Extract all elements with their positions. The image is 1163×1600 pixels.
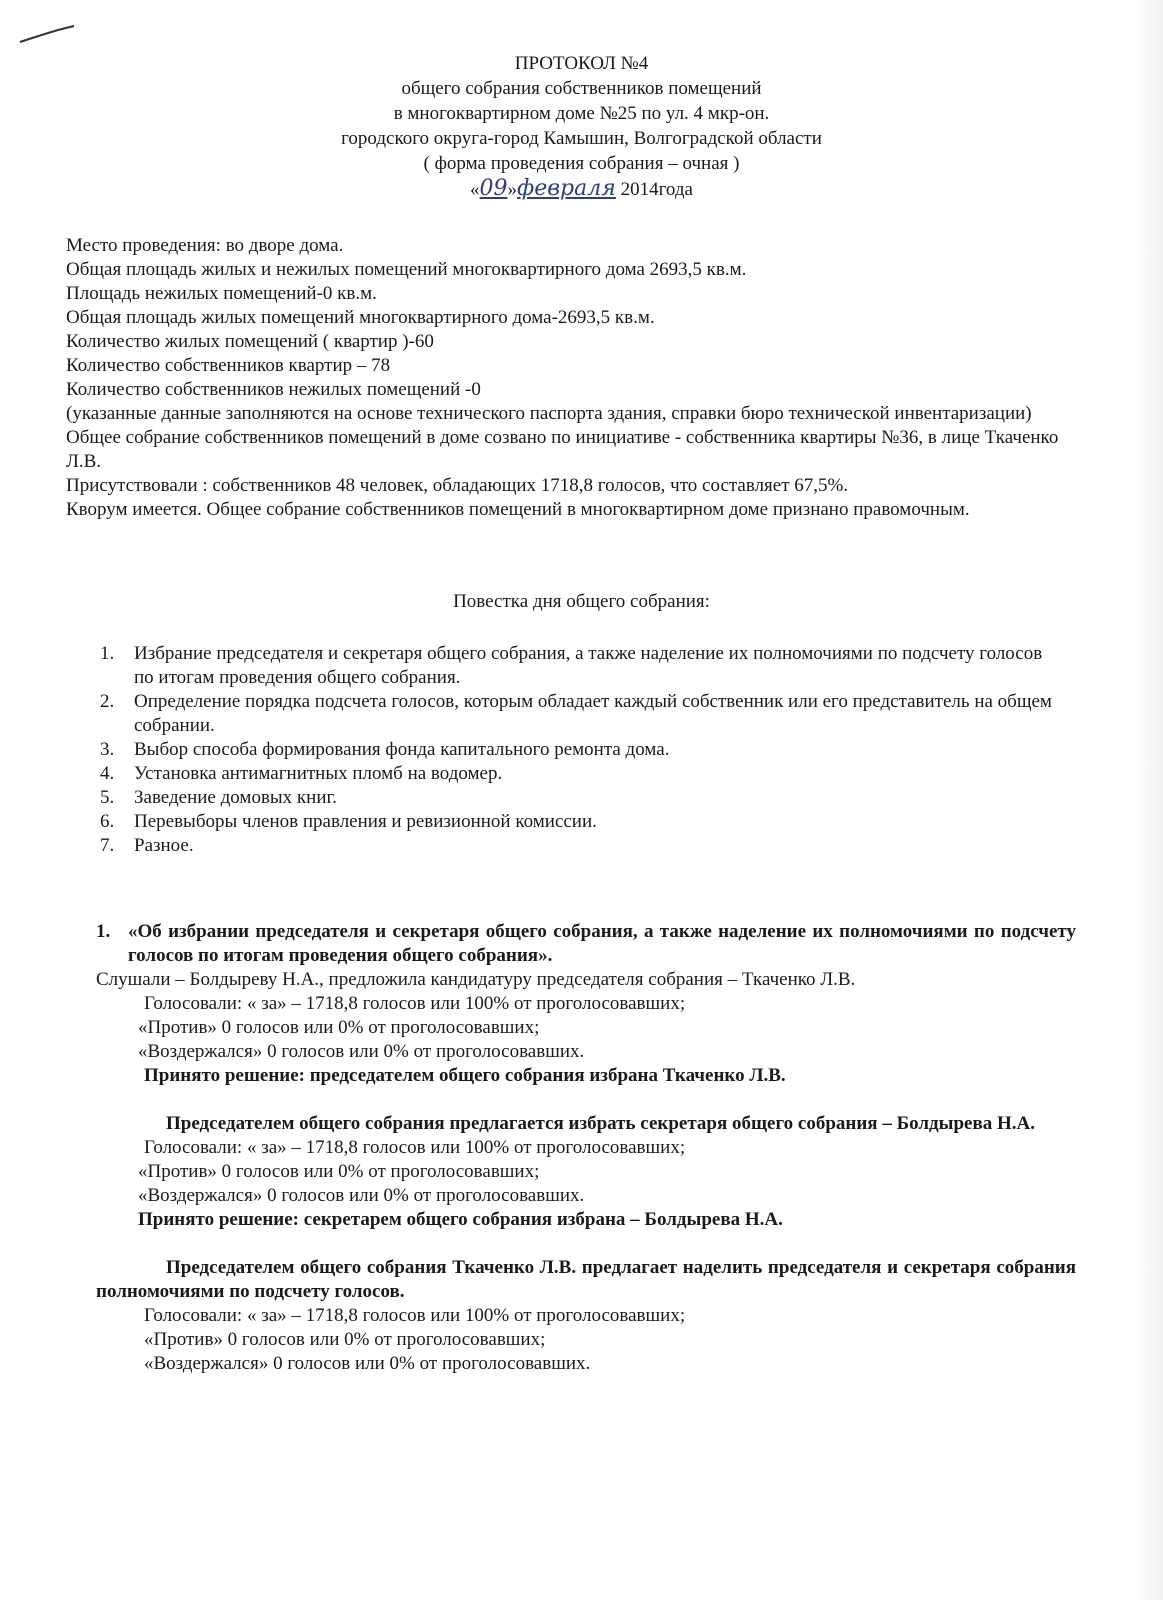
vote-for: Голосовали: « за» – 1718,8 голосов или 100% от проголосовавших; xyxy=(144,993,686,1014)
handwritten-day: 09 xyxy=(479,176,508,201)
agenda-item: 5. Заведение домовых книг. xyxy=(100,787,337,808)
info-line: Место проведения: во дворе дома. xyxy=(66,235,344,256)
proposal: Председателем общего собрания предлагается избрать секретаря общего собрания – Болдырева Н.А. xyxy=(166,1113,1035,1134)
date-year: 2014года xyxy=(620,179,693,200)
proposal: Председателем общего собрания Ткаченко Л.В. предлагает наделить председателя и секретаря собрания полномочиями по подсчету голосов. xyxy=(96,1257,1076,1302)
info-line: Общая площадь жилых помещений многоквартирного дома-2693,5 кв.м. xyxy=(66,307,655,328)
pen-mark-icon xyxy=(18,22,78,46)
agenda-item: 7. Разное. xyxy=(100,835,194,856)
vote-abstain: «Воздержался» 0 голосов или 0% от проголосовавших. xyxy=(138,1185,585,1206)
document-title: ПРОТОКОЛ №4 xyxy=(514,53,649,74)
building-info xyxy=(66,234,1076,522)
agenda-item: 2. Определение порядка подсчета голосов, которым обладает каждый собственник или его представитель на общем собрании. xyxy=(100,691,1052,736)
vote-for: Голосовали: « за» – 1718,8 голосов или 100% от проголосовавших; xyxy=(144,1137,686,1158)
info-line: Кворум имеется. Общее собрание собственников помещений в многоквартирном доме признано правомочным. xyxy=(66,499,970,520)
vote-against: «Против» 0 голосов или 0% от проголосовавших; xyxy=(144,1329,546,1350)
section-1 xyxy=(96,920,1076,1376)
agenda-item: 4. Установка антимагнитных пломб на водомер. xyxy=(100,763,503,784)
document-date: «09»февраля 2014года xyxy=(470,176,693,201)
info-line: Количество собственников нежилых помещений -0 xyxy=(66,379,481,400)
header-line-4: ( форма проведения собрания – очная ) xyxy=(423,153,740,174)
header-line-1: общего собрания собственников помещений xyxy=(401,78,762,99)
agenda-item: 6. Перевыборы членов правления и ревизионной комиссии. xyxy=(100,811,597,832)
section-1-heading: 1. «Об избрании председателя и секретаря общего собрания, а также наделение их полномочиями по подсчету голосов по итогам проведения общего собрания». xyxy=(96,921,1076,966)
info-line: (указанные данные заполняются на основе технического паспорта здания, справки бюро технической инвентаризации) xyxy=(66,403,1032,424)
document-header xyxy=(0,52,1163,202)
agenda-item: 1. Избрание председателя и секретаря общего собрания, а также наделение их полномочиями по подсчету голосов по итогам проведения общего собрания. xyxy=(100,643,1043,688)
info-line: Общая площадь жилых и нежилых помещений многоквартирного дома 2693,5 кв.м. xyxy=(66,259,747,280)
header-line-2: в многоквартирном доме №25 по ул. 4 мкр-он. xyxy=(393,103,770,124)
vote-for: Голосовали: « за» – 1718,8 голосов или 100% от проголосовавших; xyxy=(144,1305,686,1326)
vote-abstain: «Воздержался» 0 голосов или 0% от проголосовавших. xyxy=(138,1041,585,1062)
info-line: Количество собственников квартир – 78 xyxy=(66,355,391,376)
handwritten-month: февраля xyxy=(517,176,616,201)
decision: Принято решение: секретарем общего собрания избрана – Болдырева Н.А. xyxy=(138,1209,783,1230)
info-line: Количество жилых помещений ( квартир )-60 xyxy=(66,331,434,352)
info-line: Присутствовали : собственников 48 человек, обладающих 1718,8 голосов, что составляет 67,5%. xyxy=(66,475,849,496)
info-line: Площадь нежилых помещений-0 кв.м. xyxy=(66,283,377,304)
vote-abstain: «Воздержался» 0 голосов или 0% от проголосовавших. xyxy=(144,1353,591,1374)
heard-line: Слушали – Болдыреву Н.А., предложила кандидатуру председателя собрания – Ткаченко Л.В. xyxy=(96,969,856,990)
info-line: Общее собрание собственников помещений в доме созвано по инициативе - собственника квартиры №36, в лице Ткаченко Л.В. xyxy=(66,427,1059,472)
agenda-item: 3. Выбор способа формирования фонда капитального ремонта дома. xyxy=(100,739,670,760)
header-line-3: городского округа-город Камышин, Волгоградской области xyxy=(341,128,822,149)
agenda-title: Повестка дня общего собрания: xyxy=(453,591,710,612)
scan-edge-shadow xyxy=(1135,0,1163,1600)
vote-against: «Против» 0 голосов или 0% от проголосовавших; xyxy=(138,1017,540,1038)
agenda-list xyxy=(100,642,1060,858)
decision: Принято решение: председателем общего собрания избрана Ткаченко Л.В. xyxy=(144,1065,786,1086)
vote-against: «Против» 0 голосов или 0% от проголосовавших; xyxy=(138,1161,540,1182)
